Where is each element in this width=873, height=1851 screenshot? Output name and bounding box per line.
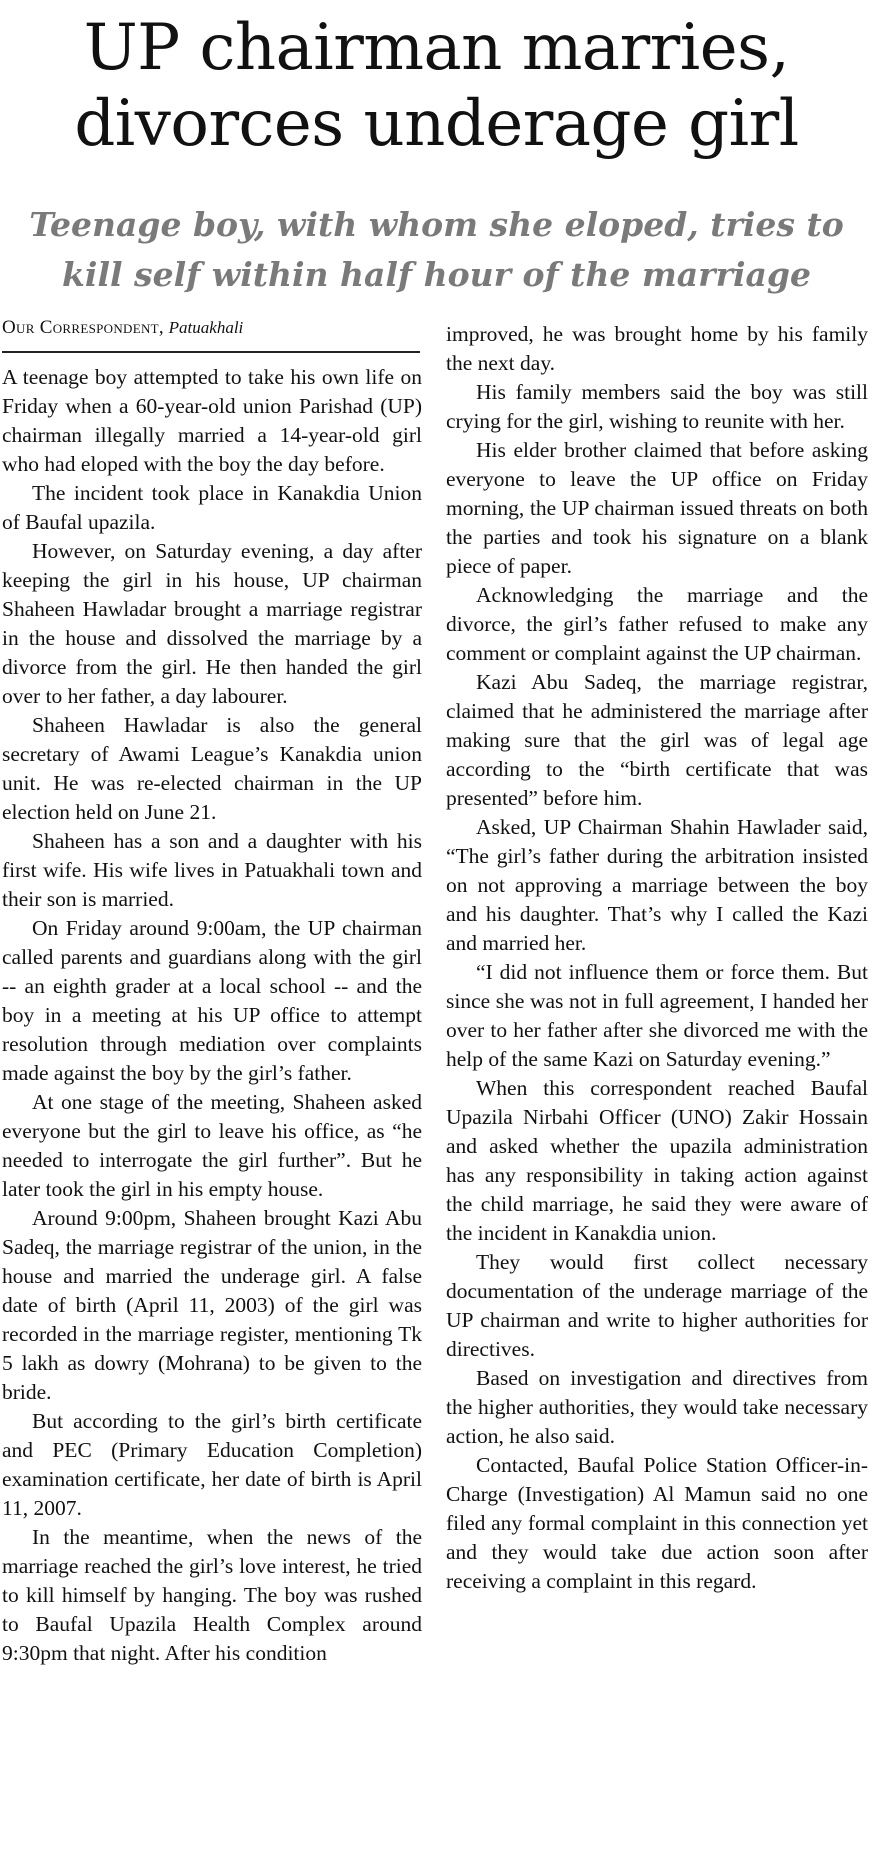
- paragraph: improved, he was brought home by his family the next day.: [446, 322, 868, 375]
- paragraph: Shaheen Hawladar is also the general secretary of Awami League’s Kanakdia union unit. He was re-elected chairman in the UP election held on June 21.: [2, 713, 422, 824]
- paragraph: Shaheen has a son and a daughter with his first wife. His wife lives in Patuakhali town and their son is married.: [2, 829, 422, 911]
- paragraph: Based on investigation and directives from the higher authorities, they would take necessary action, he also said.: [446, 1366, 868, 1448]
- subheadline: [0, 200, 873, 300]
- subheadline-line-1: Teenage boy, with whom she eloped, tries to: [29, 205, 844, 244]
- article-column-left: [2, 363, 422, 1668]
- paragraph: But according to the girl’s birth certificate and PEC (Primary Education Completion) examination certificate, her date of birth is April 11, 2007.: [2, 1409, 422, 1520]
- byline: [2, 317, 420, 353]
- paragraph: Around 9:00pm, Shaheen brought Kazi Abu Sadeq, the marriage registrar of the union, in the house and married the underage girl. A false date of birth (April 11, 2003) of the girl was recorded in the marriage register, mentioning Tk 5 lakh as dowry (Mohrana) to be given to the bride.: [2, 1206, 422, 1404]
- paragraph: Asked, UP Chairman Shahin Hawlader said, “The girl’s father during the arbitration insisted on not approving a marriage between the boy and his daughter. That’s why I called the Kazi and married her.: [446, 815, 868, 955]
- paragraph: In the meantime, when the news of the marriage reached the girl’s love interest, he tried to kill himself by hanging. The boy was rushed to Baufal Upazila Health Complex around 9:30pm that night. After his condition: [2, 1525, 422, 1665]
- paragraph: Kazi Abu Sadeq, the marriage registrar, claimed that he administered the marriage after making sure that the girl was of legal age according to the “birth certificate that was presented” before him.: [446, 670, 868, 810]
- headline: [0, 10, 873, 162]
- paragraph: The incident took place in Kanakdia Union of Baufal upazila.: [2, 481, 422, 534]
- paragraph: However, on Saturday evening, a day after keeping the girl in his house, UP chairman Shaheen Hawladar brought a marriage registrar in the house and dissolved the marriage by a divorce from the girl. He then handed the girl over to her father, a day labourer.: [2, 539, 422, 708]
- paragraph: When this correspondent reached Baufal Upazila Nirbahi Officer (UNO) Zakir Hossain and asked whether the upazila administration has any responsibility in taking action against the child marriage, he said they were aware of the incident in Kanakdia union.: [446, 1076, 868, 1245]
- paragraph: At one stage of the meeting, Shaheen asked everyone but the girl to leave his office, as “he needed to interrogate the girl further”. But he later took the girl in his empty house.: [2, 1090, 422, 1201]
- paragraph: They would first collect necessary documentation of the underage marriage of the UP chairman and write to higher authorities for directives.: [446, 1250, 868, 1361]
- paragraph: Acknowledging the marriage and the divorce, the girl’s father refused to make any comment or complaint against the UP chairman.: [446, 583, 868, 665]
- headline-line-1: UP chairman marries,: [83, 11, 790, 85]
- paragraph: Contacted, Baufal Police Station Officer-in-Charge (Investigation) Al Mamun said no one filed any formal complaint in this connection yet and they would take due action soon after receiving a complaint in this regard.: [446, 1453, 868, 1593]
- paragraph: On Friday around 9:00am, the UP chairman called parents and guardians along with the girl -- an eighth grader at a local school -- and the boy in a meeting at his UP office to attempt resolution through mediation over complaints made against the boy by the girl’s father.: [2, 916, 422, 1085]
- subheadline-line-2: kill self within half hour of the marriage: [62, 255, 811, 294]
- paragraph: “I did not influence them or force them. But since she was not in full agreement, I handed her over to her father after she divorced me with the help of the same Kazi on Saturday evening.”: [446, 960, 868, 1071]
- paragraph: His elder brother claimed that before asking everyone to leave the UP office on Friday morning, the UP chairman issued threats on both the parties and took his signature on a blank piece of paper.: [446, 438, 868, 578]
- paragraph: His family members said the boy was still crying for the girl, wishing to reunite with her.: [446, 380, 868, 433]
- byline-location: Patuakhali: [168, 318, 244, 337]
- paragraph: A teenage boy attempted to take his own life on Friday when a 60-year-old union Parishad (UP) chairman illegally married a 14-year-old girl who had eloped with the boy the day before.: [2, 365, 422, 476]
- byline-author: Our Correspondent,: [2, 317, 164, 338]
- article-column-right: [446, 320, 868, 1596]
- headline-line-2: divorces underage girl: [74, 87, 799, 161]
